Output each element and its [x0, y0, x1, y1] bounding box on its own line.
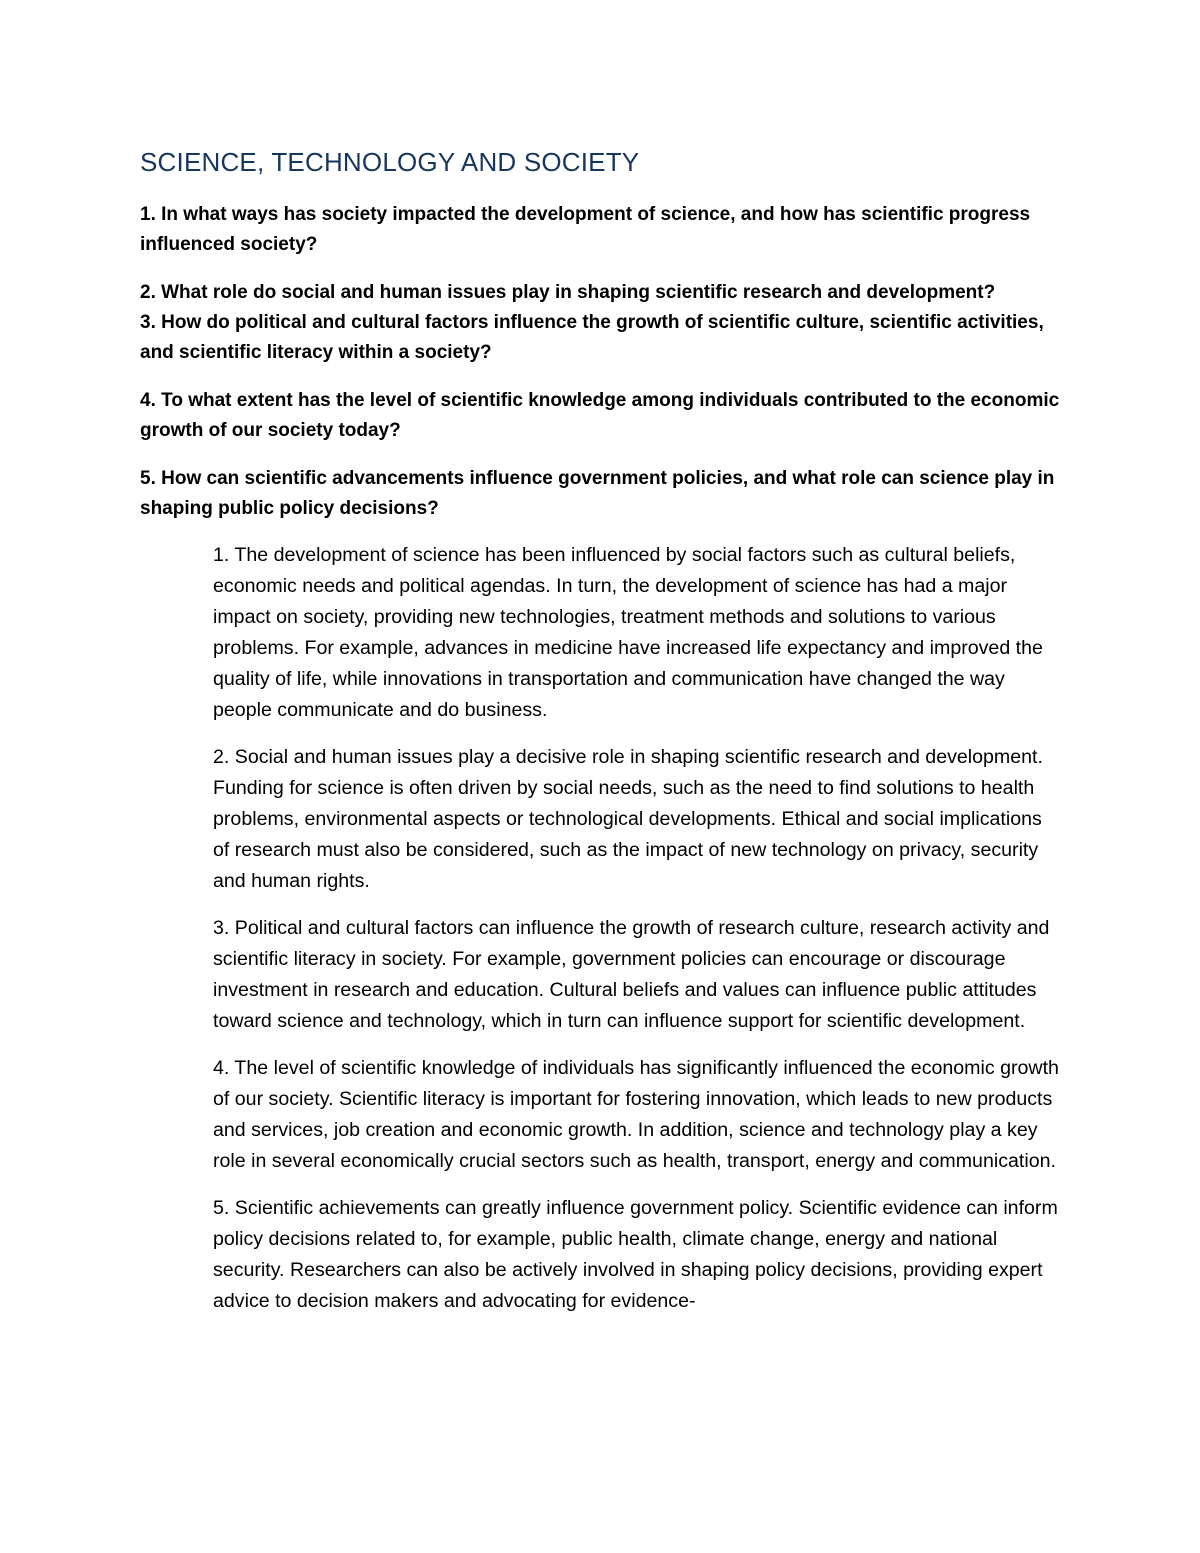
answer-5: 5. Scientific achievements can greatly influence government policy. Scientific evidence can inform policy decisions related to, for example, public health, climate change, energy and national security. Researchers can also be actively involved in shaping policy decisions, providing expert advice to decision makers and advocating for evidence- [213, 1197, 1058, 1312]
question-5: 5. How can scientific advancements influence government policies, and what role can science play in shaping public policy decisions? [140, 468, 1055, 519]
question-list [140, 200, 1070, 542]
answer-4: 4. The level of scientific knowledge of individuals has significantly influenced the economic growth of our society. Scientific literacy is important for fostering innovation, which leads to new products and services, job creation and economic growth. In addition, science and technology play a key role in several economically crucial sectors such as health, transport, energy and communication. [213, 1057, 1059, 1172]
question-3: 3. How do political and cultural factors influence the growth of scientific culture, scientific activities, and scientific literacy within a society? [140, 312, 1044, 363]
question-2: 2. What role do social and human issues play in shaping scientific research and development? [140, 282, 996, 303]
answer-1: 1. The development of science has been influenced by social factors such as cultural beliefs, economic needs and political agendas. In turn, the development of science has had a major impact on society, providing new technologies, treatment methods and solutions to various problems. For example, advances in medicine have increased life expectancy and improved the quality of life, while innovations in transportation and communication have changed the way people communicate and do business. [213, 544, 1043, 721]
question-1: 1. In what ways has society impacted the development of science, and how has scientific progress influenced society? [140, 204, 1031, 255]
document-title: SCIENCE, TECHNOLOGY AND SOCIETY [140, 147, 640, 177]
answer-list [213, 540, 1063, 1333]
answer-3: 3. Political and cultural factors can influence the growth of research culture, research activity and scientific literacy in society. For example, government policies can encourage or discourage investment in research and education. Cultural beliefs and values can influence public attitudes toward science and technology, which in turn can influence support for scientific development. [213, 917, 1050, 1032]
answer-2: 2. Social and human issues play a decisive role in shaping scientific research and development. Funding for science is often driven by social needs, such as the need to find solutions to health problems, environmental aspects or technological developments. Ethical and social implications of research must also be considered, such as the impact of new technology on privacy, security and human rights. [213, 746, 1043, 892]
question-4: 4. To what extent has the level of scientific knowledge among individuals contributed to the economic growth of our society today? [140, 390, 1060, 441]
